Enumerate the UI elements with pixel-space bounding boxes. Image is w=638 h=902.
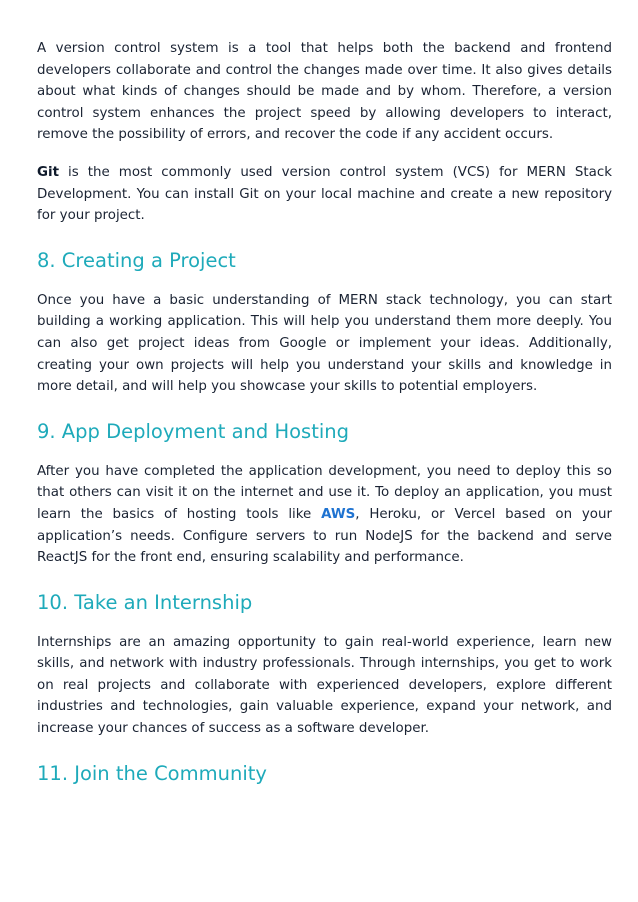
git-bold-term: Git <box>37 164 59 180</box>
git-paragraph-text: is the most commonly used version control system (VCS) for MERN Stack Development. You can install Git on your local machine and create a new repository for your project. <box>37 164 612 224</box>
spacer <box>37 227 612 248</box>
aws-link[interactable]: AWS <box>321 506 356 522</box>
section-heading-creating-project: 8. Creating a Project <box>37 248 236 272</box>
document-page <box>37 38 612 787</box>
spacer <box>37 569 612 590</box>
spacer <box>37 445 612 461</box>
section-heading-community: 11. Join the Community <box>37 761 267 785</box>
section-body-creating-project: Once you have a basic understanding of MERN stack technology, you can start building a working application. This will help you understand them more deeply. You can also get project ideas from Google or implement your ideas. Additionally, creating your own projects will help you understand your skills and knowledge in more detail, and will help you showcase your skills to potential employers. <box>37 292 612 395</box>
section-heading-deployment: 9. App Deployment and Hosting <box>37 419 350 443</box>
spacer <box>37 398 612 419</box>
section-body-internship: Internships are an amazing opportunity to gain real-world experience, learn new skills, and network with industry professionals. Through internships, you get to work on real projects and collaborate with experienced developers, explore different industries and technologies, gain valuable experience, expand your network, and increase your chances of success as a software developer. <box>37 634 612 737</box>
section-heading-internship: 10. Take an Internship <box>37 590 253 614</box>
spacer <box>37 274 612 290</box>
intro-paragraph-git <box>37 162 612 227</box>
deployment-text-after: , Heroku, or Vercel based on your application’s needs. Configure servers to run NodeJS for the backend and serve ReactJS for the front end, ensuring scalability and performance. <box>37 506 612 566</box>
spacer <box>37 146 612 162</box>
spacer <box>37 616 612 632</box>
spacer <box>37 740 612 761</box>
intro-paragraph-vcs: A version control system is a tool that helps both the backend and frontend developers collaborate and control the changes made over time. It also gives details about what kinds of changes should be made and by whom. Therefore, a version control system enhances the project speed by allowing developers to interact, remove the possibility of errors, and recover the code if any accident occurs. <box>37 41 612 143</box>
section-body-deployment <box>37 461 612 569</box>
deployment-text-before: After you have completed the application development, you need to deploy this so that others can visit it on the internet and use it. To deploy an application, you must learn the basics of hosting tools like <box>37 463 612 522</box>
